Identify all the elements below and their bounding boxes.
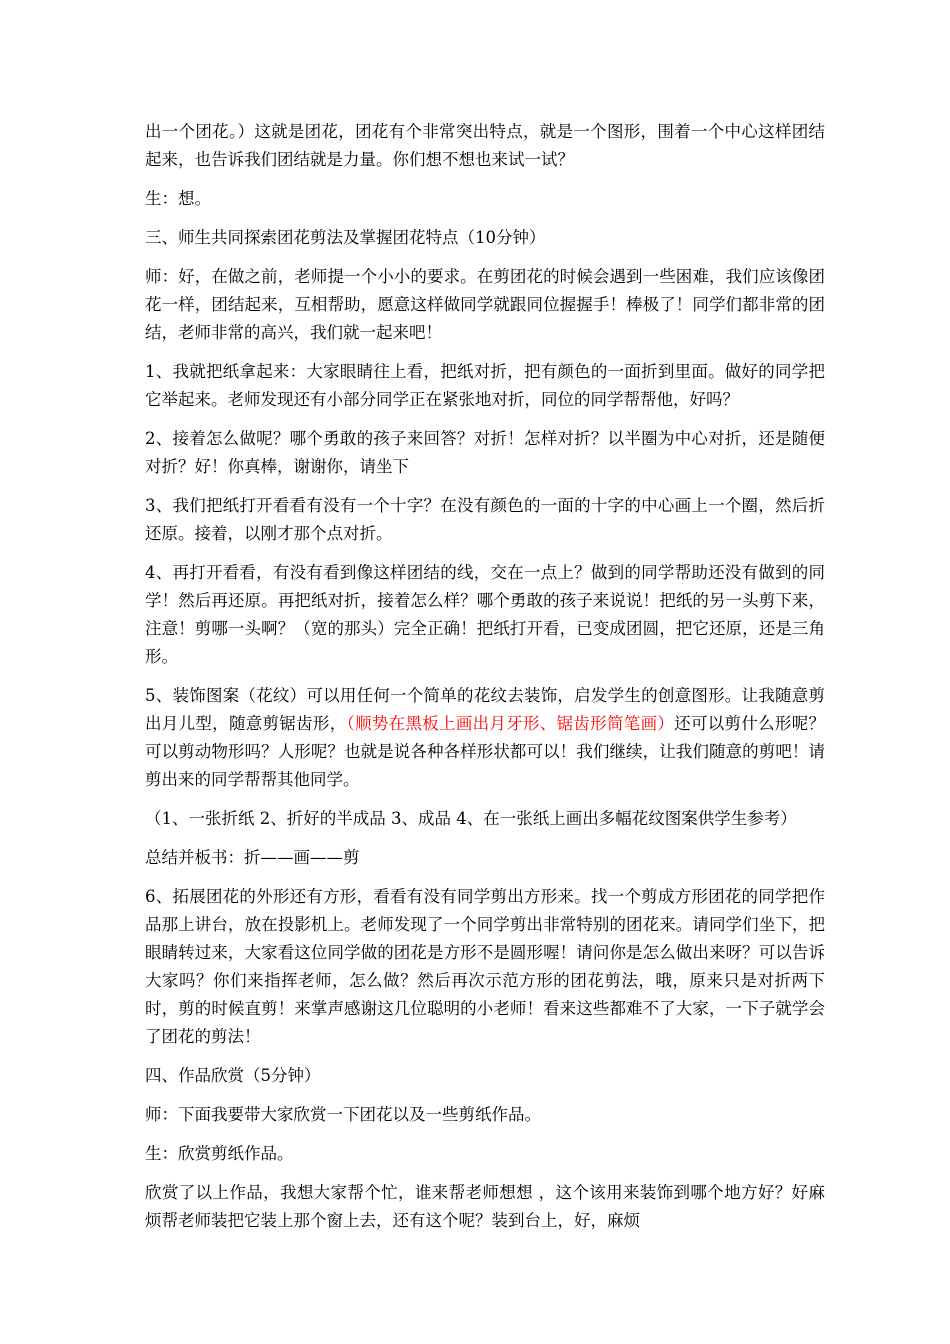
step-3: 3、我们把纸打开看看有没有一个十字？在没有颜色的一面的十字的中心画上一个圈，然后折还原。接着，以刚才那个点对折。 bbox=[145, 496, 825, 543]
paragraph-teacher-request: 师：好，在做之前，老师提一个小小的要求。在剪团花的时候会遇到一些困难，我们应该像团花一样，团结起来，互相帮助，愿意这样做同学就跟同位握握手！棒极了！同学们都非常的团结，老师非常的高兴，我们就一起来吧！ bbox=[145, 267, 825, 342]
step-1: 1、我就把纸拿起来：大家眼睛往上看，把纸对折，把有颜色的一面折到里面。做好的同学把它举起来。老师发现还有小部分同学正在紧张地对折，同位的同学帮帮他，好吗？ bbox=[145, 362, 825, 409]
step-4: 4、再打开看看，有没有看到像这样团结的线，交在一点上？做到的同学帮助还没有做到的同学！然后再还原。再把纸对折，接着怎么样？哪个勇敢的孩子来说说！把纸的另一头剪下来，注意！剪哪一头啊？（宽的那头）完全正确！把纸打开看，已变成团圆，把它还原，还是三角形。 bbox=[145, 563, 825, 666]
document-body bbox=[145, 118, 825, 1246]
materials-note: （1、一张折纸 2、折好的半成品 3、成品 4、在一张纸上画出多幅花纹图案供学生参考） bbox=[145, 809, 797, 828]
step-5-text-before: 5、装饰图案（花纹）可以用任何一个简单的花纹去装饰，启发学生的创意图形。让我随意剪出月儿型，随意剪锯齿形， bbox=[145, 686, 825, 733]
section-heading-4: 四、作品欣赏（5分钟） bbox=[145, 1066, 321, 1085]
step-5 bbox=[145, 682, 825, 794]
paragraph-decoration: 欣赏了以上作品，我想大家帮个忙，谁来帮老师想想 ，这个该用来装饰到哪个地方好？好麻烦帮老师装把它装上那个窗上去，还有这个呢？装到台上，好，麻烦 bbox=[145, 1183, 825, 1230]
step-6: 6、拓展团花的外形还有方形，看看有没有同学剪出方形来。找一个剪成方形团花的同学把作品那上讲台，放在投影机上。老师发现了一个同学剪出非常特别的团花来。请同学们坐下，把眼睛转过来，大家看这位同学做的团花是方形不是圆形喔！请问你是怎么做出来呀？可以告诉大家吗？你们来指挥老师，怎么做？然后再次示范方形的团花剪法，哦，原来只是对折两下时，剪的时候直剪！来掌声感谢这几位聪明的小老师！看来这些都难不了大家，一下子就学会了团花的剪法！ bbox=[145, 887, 825, 1046]
paragraph-student-answer: 生：想。 bbox=[145, 189, 211, 208]
paragraph-intro-tuanhua: 出一个团花。）这就是团花，团花有个非常突出特点，就是一个图形，围着一个中心这样团结起来，也告诉我们团结就是力量。你们想不想也来试一试？ bbox=[145, 122, 825, 169]
paragraph-student-appreciation: 生：欣赏剪纸作品。 bbox=[145, 1144, 294, 1163]
section-heading-3: 三、师生共同探索团花剪法及掌握团花特点（10分钟） bbox=[145, 228, 546, 247]
paragraph-teacher-appreciation: 师：下面我要带大家欣赏一下团花以及一些剪纸作品。 bbox=[145, 1105, 541, 1124]
step-2: 2、接着怎么做呢？哪个勇敢的孩子来回答？对折！怎样对折？以半圈为中心对折，还是随便对折？好！你真棒，谢谢你，请坐下 bbox=[145, 429, 825, 476]
summary-board: 总结并板书：折——画——剪 bbox=[145, 848, 360, 867]
step-5-text-after: 还可以剪什么形呢？可以剪动物形吗？人形呢？也就是说各种各样形状都可以！我们继续，让我们随意的剪吧！请剪出来的同学帮帮其他同学。 bbox=[145, 714, 826, 789]
step-5-highlight-note: （顺势在黑板上画出月牙形、锯齿形简笔画） bbox=[346, 714, 675, 733]
